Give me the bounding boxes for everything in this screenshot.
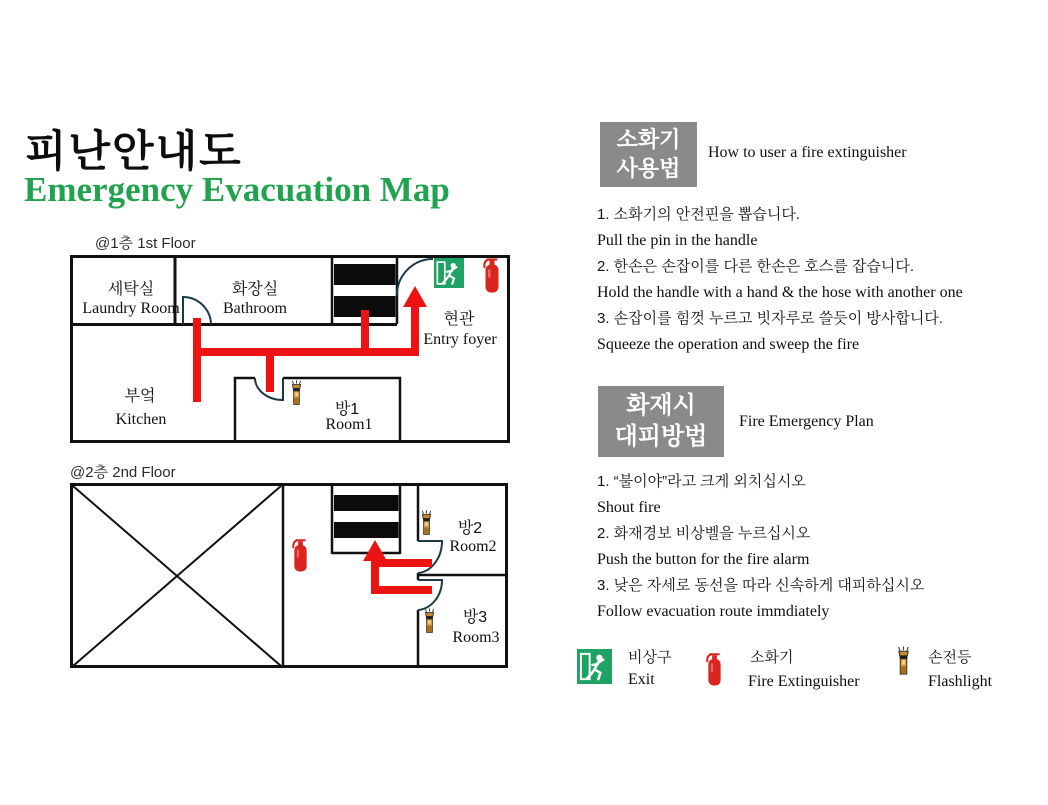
emergency-section-title-en: Fire Emergency Plan: [739, 413, 874, 430]
room1-label-en: Room1: [325, 416, 373, 433]
entry-foyer-label-en: Entry foyer: [423, 331, 497, 348]
laundry-room-label-kr: 세탁실: [107, 281, 155, 298]
step-text: 3. 손잡이를 힘껏 누르고 빗자루로 쓸듯이 방사합니다.: [597, 310, 943, 327]
room3-label-en: Room3: [452, 629, 500, 646]
legend-exit-en: Exit: [628, 671, 655, 688]
emergency-steps: [597, 469, 1047, 625]
step-text: 2. 화재경보 비상벨을 누르십시오: [597, 525, 811, 542]
bathroom-label-en: Bathroom: [223, 300, 287, 317]
flashlight-icon: [290, 380, 303, 406]
step-text: Hold the handle with a hand & the hose with another one: [597, 284, 963, 301]
room3-door-arc: [418, 580, 442, 610]
extinguisher-section-header: [600, 122, 697, 187]
room3-label-kr: 방3: [462, 609, 488, 626]
kitchen-label-kr: 부엌: [124, 388, 156, 405]
bathroom-label-kr: 화장실: [231, 281, 279, 298]
legend-extinguisher-kr: 소화기: [750, 649, 794, 666]
floor2-stairs: [332, 484, 400, 554]
exit-sign-icon: [577, 648, 612, 685]
floor2-label: @2층 2nd Floor: [70, 464, 176, 481]
extinguisher-section-title-en: How to user a fire extinguisher: [708, 144, 907, 161]
flashlight-icon: [423, 608, 436, 634]
floor1-label: @1층 1st Floor: [95, 235, 196, 252]
floor2-route-arrowhead: [363, 540, 387, 561]
legend-flashlight-en: Flashlight: [928, 673, 993, 690]
flashlight-icon: [896, 646, 911, 676]
room2-label-kr: 방2: [457, 520, 483, 537]
floor2-plan: [70, 483, 508, 668]
room1-walls: [235, 378, 400, 443]
step-text: Pull the pin in the handle: [597, 232, 758, 249]
step-text: Shout fire: [597, 499, 661, 516]
emergency-section-header: [598, 386, 724, 457]
flashlight-icon: [420, 510, 433, 536]
fire-extinguisher-icon: [705, 650, 724, 686]
legend-exit-kr: 비상구: [628, 649, 672, 666]
floor1-route-arrowhead: [403, 286, 427, 307]
room2-door-arc: [418, 541, 442, 573]
page-title-korean: 피난안내도: [25, 128, 243, 176]
emergency-header-line2: 대피방법: [614, 422, 708, 450]
step-text: 3. 낮은 자세로 동선을 따라 신속하게 대피하십시오: [597, 577, 925, 594]
fire-extinguisher-icon: [291, 536, 310, 572]
step-text: 2. 한손은 손잡이를 다른 한손은 호스를 잡습니다.: [597, 258, 914, 275]
exit-sign-icon: [434, 257, 464, 289]
room1-label-kr: 방1: [334, 401, 360, 418]
legend-flashlight-kr: 손전등: [928, 649, 972, 666]
entry-foyer-label-kr: 현관: [443, 311, 475, 328]
laundry-room-label-en: Laundry Room: [82, 300, 180, 317]
page-title-english: Emergency Evacuation Map: [24, 170, 450, 209]
extinguisher-header-line2: 사용법: [616, 155, 681, 181]
step-text: 1. “불이야”라고 크게 외치십시오: [597, 473, 806, 490]
emergency-header-line1: 화재시: [626, 391, 696, 419]
step-text: Follow evacuation route immdiately: [597, 603, 830, 620]
room2-label-en: Room2: [449, 538, 497, 555]
step-text: Push the button for the fire alarm: [597, 551, 810, 568]
extinguisher-header-line1: 소화기: [616, 127, 681, 153]
floor2-x-room: [73, 486, 281, 666]
fire-extinguisher-icon: [482, 255, 502, 293]
step-text: Squeeze the operation and sweep the fire: [597, 336, 860, 353]
kitchen-label-en: Kitchen: [115, 411, 167, 428]
step-text: 1. 소화기의 안전핀을 뽑습니다.: [597, 206, 801, 223]
legend-extinguisher-en: Fire Extinguisher: [748, 673, 860, 690]
extinguisher-steps: [597, 202, 1047, 358]
